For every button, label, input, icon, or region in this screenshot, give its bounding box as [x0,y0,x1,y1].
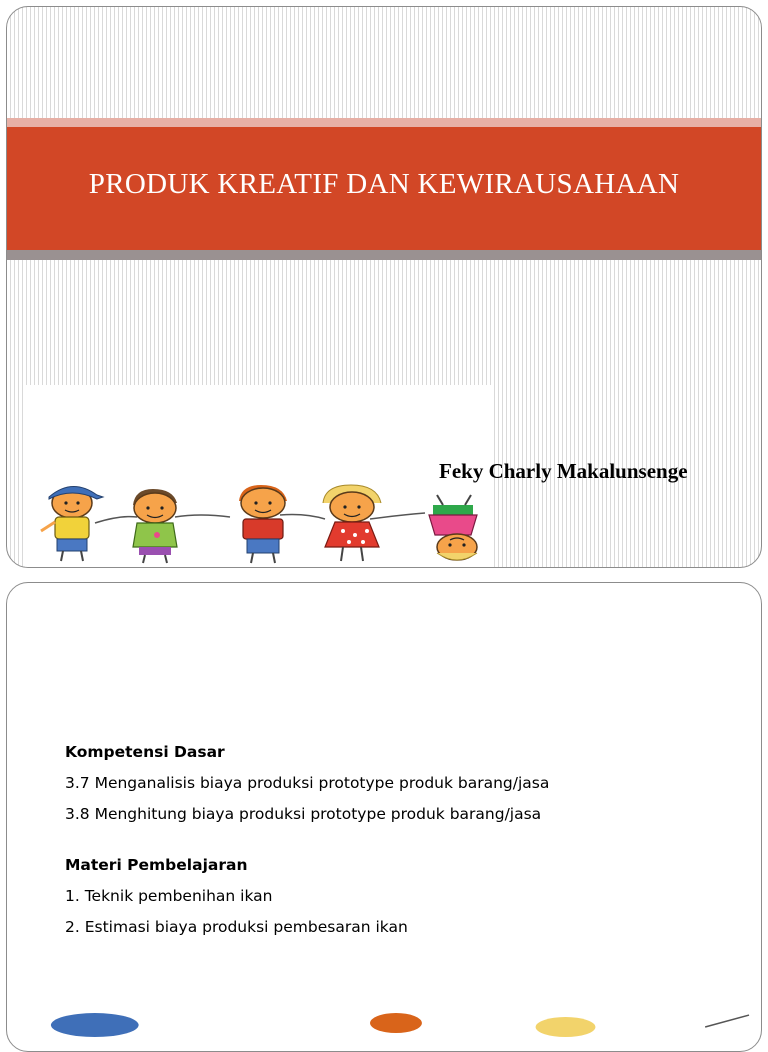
material-item: 2. Estimasi biaya produksi pembesaran ikan [65,918,408,936]
title-band [7,127,761,250]
children-illustration-partial [7,1003,761,1052]
author-name: Feky Charly Makalunsenge [439,459,688,483]
title-slide [6,6,762,568]
child-figure-1 [41,486,103,561]
competency-item: 3.7 Menganalisis biaya produksi prototype produk barang/jasa [65,774,550,792]
child-figure-4 [323,485,381,561]
child-figure-3 [239,485,287,563]
material-item: 1. Teknik pembenihan ikan [65,887,273,905]
child-figure-2 [133,489,177,563]
competency-heading: Kompetensi Dasar [65,743,225,761]
child-figure-5 [429,495,477,560]
slide-title: PRODUK KREATIF DAN KEWIRAUSAHAAN [88,168,680,200]
material-heading: Materi Pembelajaran [65,856,248,874]
slide-content [65,743,745,949]
title-band-accent-top [7,118,761,127]
content-slide [6,582,762,1052]
children-illustration [25,385,493,567]
competency-item: 3.8 Menghitung biaya produksi prototype produk barang/jasa [65,805,542,823]
title-band-accent-bottom [7,250,761,260]
